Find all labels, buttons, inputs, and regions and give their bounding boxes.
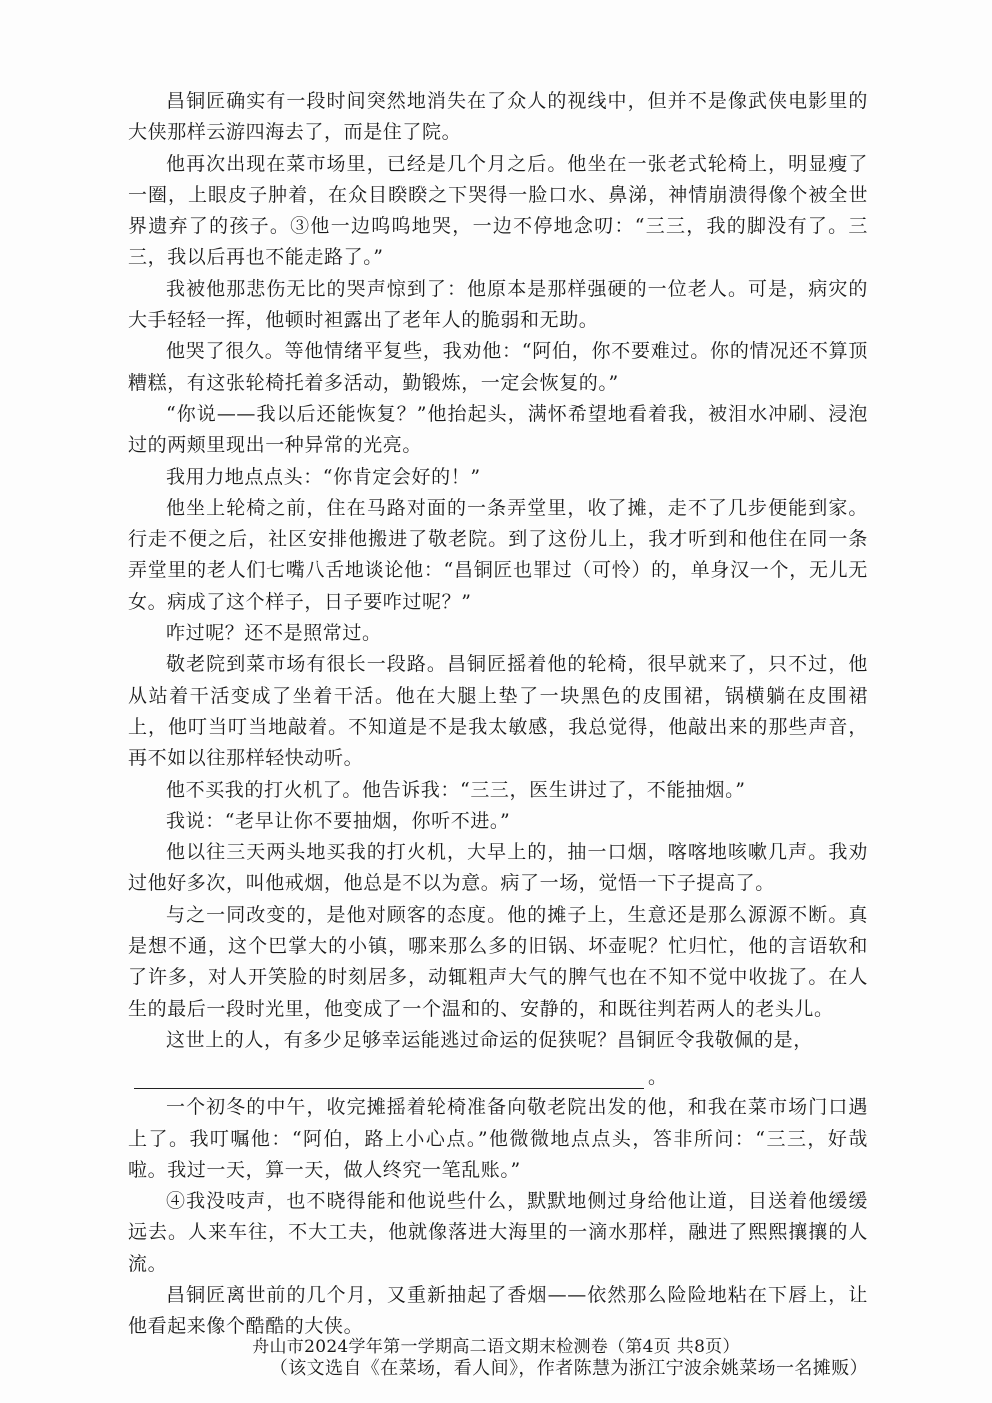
paragraph-14: 这世上的人，有多少足够幸运能逃过命运的促狭呢？昌铜匠令我敬佩的是， [166,1028,813,1051]
paragraph-4: 他哭了很久。等他情绪平复些，我劝他：“阿伯，你不要难过。你的情况还不算顶糟糕，有这张轮椅托着多活动，勤锻炼，一定会恢复的。” [128,340,868,394]
paragraph-8: 咋过呢？还不是照常过。 [166,622,382,645]
paragraph-12: 他以往三天两头地买我的打火机，大早上的，抽一口烟，喀喀地咳嗽几声。我劝过他好多次，叫他戒烟，他总是不以为意。病了一场，觉悟一下子提高了。 [128,841,868,895]
paragraph-7: 他坐上轮椅之前，住在马路对面的一条弄堂里，收了摊，走不了几步便能到家。行走不便之后，社区安排他搬进了敬老院。到了这份儿上，我才听到和他住在同一条弄堂里的老人们七嘴八舌地谈论他：“昌铜匠也罪过（可怜）的，单身汉一个，无儿无女。病成了这个样子，日子要咋过呢？” [128,496,868,613]
answer-blank[interactable] [128,1056,868,1092]
paragraph-10: 他不买我的打火机了。他告诉我：“三三，医生讲过了，不能抽烟。” [166,778,746,801]
answer-blank-underline [134,1088,644,1089]
paragraph-2: 他再次出现在菜市场里，已经是几个月之后。他坐在一张老式轮椅上，明显瘦了一圈，上眼皮子肿着，在众目睽睽之下哭得一脸口水、鼻涕，神情崩溃得像个被全世界遗弃了的孩子。③他一边呜呜地哭，一边不停地念叨：“三三，我的脚没有了。三三，我以后再也不能走路了。” [128,152,868,269]
page-footer: 舟山市2024学年第一学期高二语文期末检测卷（第4页 共8页） [252,1337,740,1357]
paragraph-6: 我用力地点点头：“你肯定会好的！” [166,465,481,488]
paragraph-17: 昌铜匠离世前的几个月，又重新抽起了香烟——依然那么险险地粘在下唇上，让他看起来像个酷酷的大侠。 [128,1283,868,1338]
paragraph-16: ④我没吱声，也不晓得能和他说些什么，默默地侧过身给他让道，目送着他缓缓远去。人来车往，不大工夫，他就像落进大海里的一滴水那样，融进了熙熙攘攘的人流。 [128,1190,868,1275]
paragraph-1: 昌铜匠确实有一段时间突然地消失在了众人的视线中，但并不是像武侠电影里的大侠那样云游四海去了，而是住了院。 [128,90,868,144]
paragraph-13: 与之一同改变的，是他对顾客的态度。他的摊子上，生意还是那么源源不断。真是想不通，这个巴掌大的小镇，哪来那么多的旧锅、坏壶呢？忙归忙，他的言语软和了许多，对人开笑脸的时刻居多，动辄粗声大气的脾气也在不知不觉中收拢了。在人生的最后一段时光里，他变成了一个温和的、安静的，和既往判若两人的老头儿。 [128,903,868,1020]
paragraph-3: 我被他那悲伤无比的哭声惊到了：他原本是那样强硬的一位老人。可是，病灾的大手轻轻一挥，他顿时袒露出了老年人的脆弱和无助。 [128,277,868,332]
paragraph-5: “你说——我以后还能恢复？”他抬起头，满怀希望地看着我，被泪水冲刷、浸泡过的两颊里现出一种异常的光亮。 [128,402,868,457]
paragraph-9: 敬老院到菜市场有很长一段路。昌铜匠摇着他的轮椅，很早就来了，只不过，他从站着干活变成了坐着干活。他在大腿上垫了一块黑色的皮围裙，锅横躺在皮围裙上，他叮当叮当地敲着。不知道是不是我太敏感，我总觉得，他敲出来的那些声音，再不如以往那样轻快动听。 [128,653,868,770]
source-note: （该文选自《在菜场，看人间》，作者陈慧为浙江宁波余姚菜场一名摊贩） [269,1357,868,1379]
article-body [128,86,868,1384]
paragraph-15: 一个初冬的中午，收完摊摇着轮椅准备向敬老院出发的他，和我在菜市场门口遇上了。我叮嘱他：“阿伯，路上小心点。”他微微地点点头，答非所问：“三三，好哉啦。我过一天，算一天，做人终究一笔乱账。” [128,1096,868,1181]
answer-blank-period: 。 [648,1066,668,1089]
paragraph-11: 我说：“老早让你不要抽烟，你听不进。” [166,809,511,832]
